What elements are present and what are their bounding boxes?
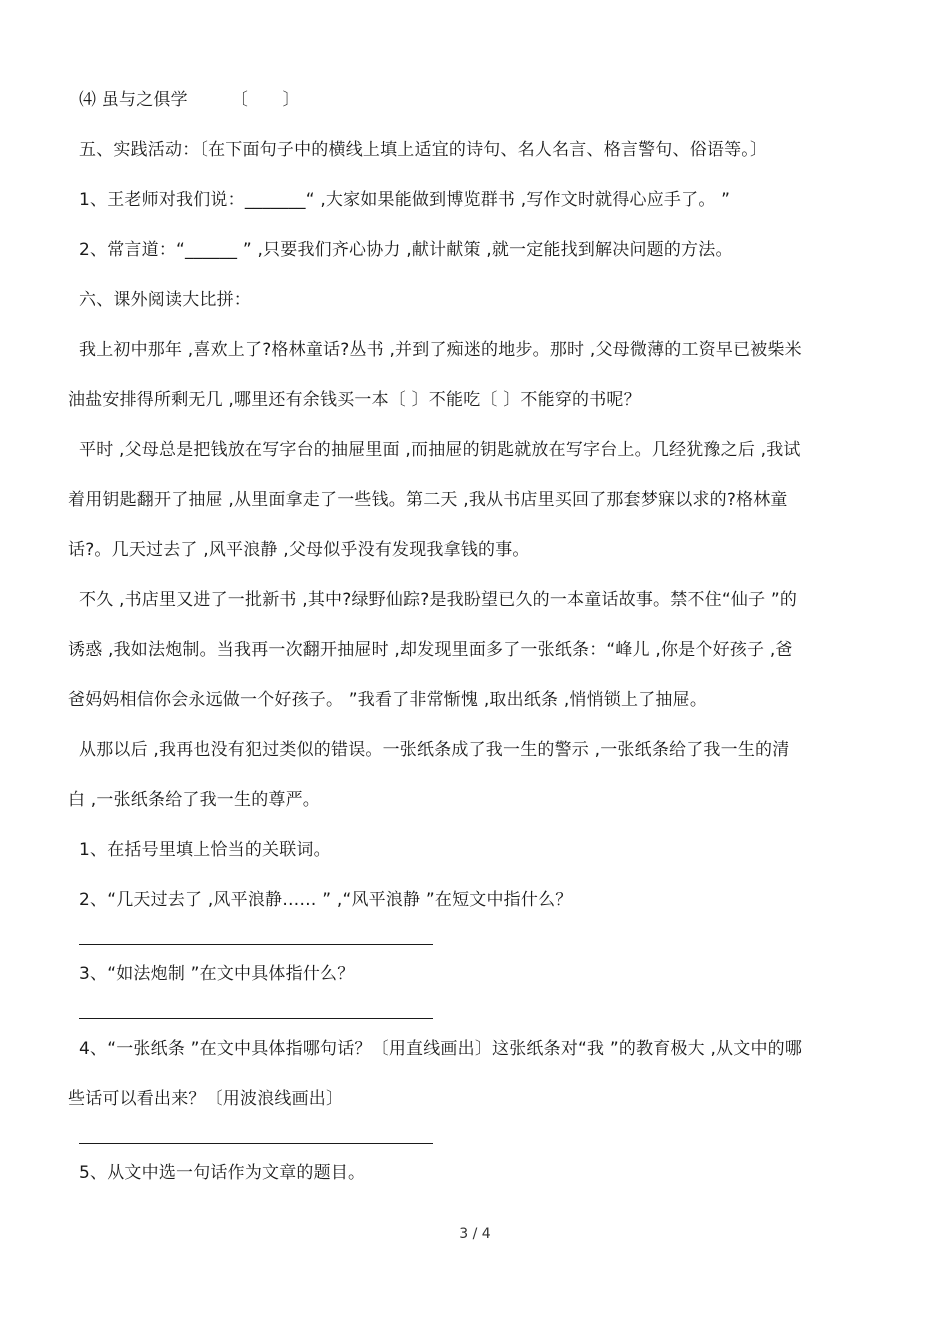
passage-paragraph-2-line-2: 着用钥匙翻开了抽屉 ,从里面拿走了一些钱。第二天 ,我从书店里买回了那套梦寐以求的?格林童 <box>68 490 788 510</box>
section-5-heading: 五、实践活动：〔在下面句子中的横线上填上适宜的诗句、名人名言、格言警句、俗语等。〕 <box>79 140 768 160</box>
passage-paragraph-3-line-1: 不久 ,书店里又进了一批新书 ,其中?绿野仙踪?是我盼望已久的一本童话故事。禁不住“仙子 ”的 <box>79 590 798 610</box>
page-number: 3 / 4 <box>459 1226 491 1242</box>
passage-paragraph-1-line-2: 油盐安排得所剩无几 ,哪里还有余钱买一本〔 〕不能吃〔 〕不能穿的书呢？ <box>68 390 641 410</box>
reading-question-2: 2、“几天过去了 ,风平浪静…… ” ,“风平浪静 ”在短文中指什么？ <box>79 890 573 910</box>
passage-paragraph-4-line-2: 白 ,一张纸条给了我一生的尊严。 <box>68 790 321 810</box>
question-4-line: ⑷ 虽与之俱学 〔 〕 <box>79 90 300 110</box>
reading-question-4-line-1: 4、“一张纸条 ”在文中具体指哪句话？〔用直线画出〕这张纸条对“我 ”的教育极大 ,从文中的哪 <box>79 1039 803 1059</box>
reading-question-1: 1、在括号里填上恰当的关联词。 <box>79 840 331 860</box>
reading-question-3: 3、“如法炮制 ”在文中具体指什么？ <box>79 964 355 984</box>
section-5-item-1: 1、王老师对我们说：_______“ ,大家如果能做到博览群书 ,写作文时就得心应手了。 ” <box>79 190 731 210</box>
passage-paragraph-2-line-3: 话?。几天过去了 ,风平浪静 ,父母似乎没有发现我拿钱的事。 <box>68 540 530 560</box>
section-5-item-2: 2、常言道：“______ ” ,只要我们齐心协力 ,献计献策 ,就一定能找到解决问题的方法。 <box>79 240 733 260</box>
section-6-heading: 六、课外阅读大比拼： <box>79 290 251 310</box>
passage-paragraph-2-line-1: 平时 ,父母总是把钱放在写字台的抽屉里面 ,而抽屉的钥匙就放在写字台上。几经犹豫之后 ,我试 <box>79 440 801 460</box>
answer-line-4 <box>79 1143 433 1144</box>
passage-paragraph-4-line-1: 从那以后 ,我再也没有犯过类似的错误。一张纸条成了我一生的警示 ,一张纸条给了我一生的清 <box>79 740 790 760</box>
reading-question-5: 5、从文中选一句话作为文章的题目。 <box>79 1163 366 1183</box>
passage-paragraph-3-line-2: 诱惑 ,我如法炮制。当我再一次翻开抽屉时 ,却发现里面多了一张纸条：“峰儿 ,你是个好孩子 ,爸 <box>68 640 793 660</box>
passage-paragraph-1-line-1: 我上初中那年 ,喜欢上了?格林童话?丛书 ,并到了痴迷的地步。那时 ,父母微薄的工资早已被柴米 <box>79 340 802 360</box>
reading-question-4-line-2: 些话可以看出来？〔用波浪线画出〕 <box>68 1089 344 1109</box>
answer-line-3 <box>79 1018 433 1019</box>
passage-paragraph-3-line-3: 爸妈妈相信你会永远做一个好孩子。 ”我看了非常惭愧 ,取出纸条 ,悄悄锁上了抽屉。 <box>68 690 708 710</box>
answer-line-2 <box>79 944 433 945</box>
